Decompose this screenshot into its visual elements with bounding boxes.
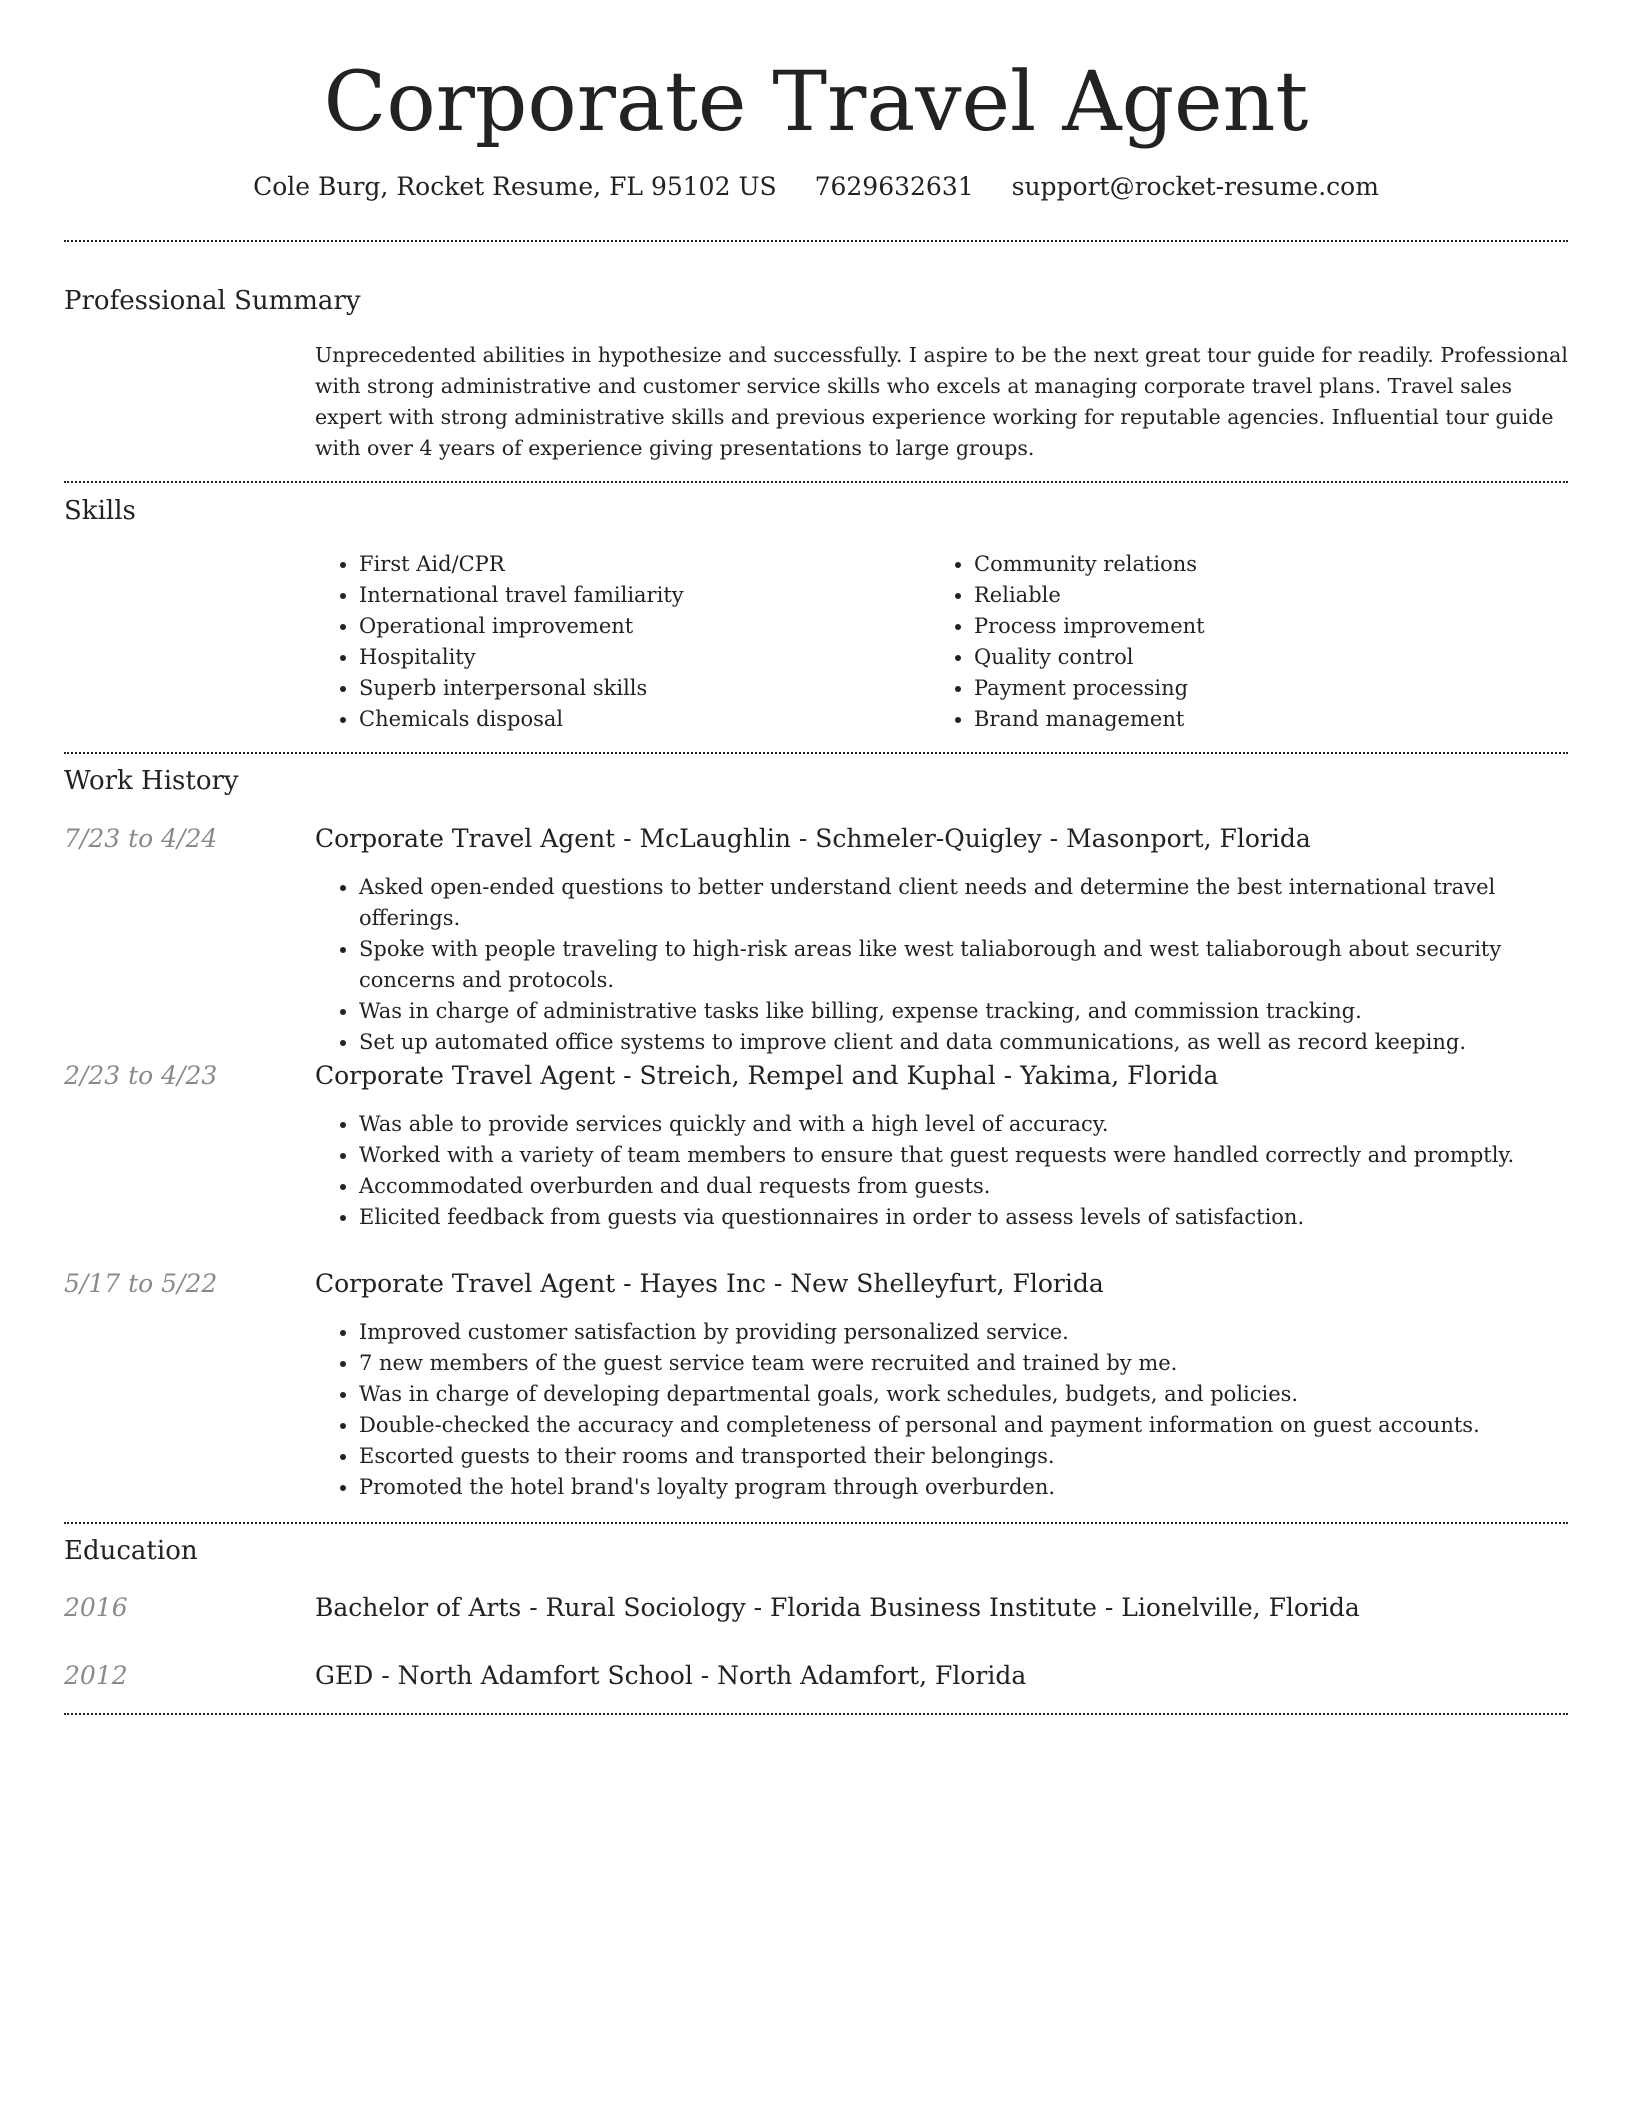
skill-item: • Reliable — [974, 580, 1530, 611]
summary-heading: Professional Summary — [64, 286, 361, 316]
job-duty: • Worked with a variety of team members to ensure that guest requests were handled correctly and promptly. — [359, 1140, 1568, 1171]
divider — [64, 752, 1568, 754]
skill-item: • Operational improvement — [359, 611, 895, 642]
skill-item: • Quality control — [974, 642, 1530, 673]
education-year: 2016 — [64, 1593, 128, 1622]
contact-line — [0, 170, 1632, 204]
job-dates: 2/23 to 4/23 — [64, 1061, 218, 1090]
job-title: Corporate Travel Agent - McLaughlin - Schmeler-Quigley - Masonport, Florida — [315, 824, 1311, 853]
skill-item: • Chemicals disposal — [359, 704, 895, 735]
skills-left-column — [315, 549, 895, 735]
contact-email: support@rocket-resume.com — [1011, 172, 1379, 201]
work-history-heading: Work History — [64, 766, 239, 796]
skill-item: • International travel familiarity — [359, 580, 895, 611]
job-dates: 7/23 to 4/24 — [64, 824, 218, 853]
divider — [64, 481, 1568, 483]
contact-phone: 7629632631 — [814, 172, 974, 201]
divider — [64, 240, 1568, 242]
job-duty: • Improved customer satisfaction by providing personalized service. — [359, 1317, 1568, 1348]
job-duty: • Set up automated office systems to improve client and data communications, as well as record keeping. — [359, 1027, 1568, 1058]
job-duty: • Escorted guests to their rooms and transported their belongings. — [359, 1441, 1568, 1472]
education-entry: GED - North Adamfort School - North Adamfort, Florida — [315, 1661, 1027, 1690]
job-duty: • Asked open-ended questions to better understand client needs and determine the best international travel offerings. — [359, 872, 1568, 934]
job-duty: • Was in charge of administrative tasks like billing, expense tracking, and commission tracking. — [359, 996, 1568, 1027]
skills-right-column — [930, 549, 1530, 735]
contact-address: Cole Burg, Rocket Resume, FL 95102 US — [253, 172, 777, 201]
education-year: 2012 — [64, 1661, 128, 1690]
summary-text: Unprecedented abilities in hypothesize and successfully. I aspire to be the next great tour guide for readily. Professional with strong administrative and customer service skills who excels at managing corporate travel plans. Travel sales expert with strong administrative skills and previous experience working for reputable agencies. Influential tour guide with over 4 years of experience giving presentations to large groups. — [315, 343, 1568, 460]
skill-item: • Payment processing — [974, 673, 1530, 704]
job-duty: • Was able to provide services quickly and with a high level of accuracy. — [359, 1109, 1568, 1140]
skill-item: • Hospitality — [359, 642, 895, 673]
resume-title: Corporate Travel Agent — [323, 55, 1309, 150]
job-duties — [315, 1317, 1568, 1503]
skills-heading: Skills — [64, 496, 136, 526]
job-duty: • 7 new members of the guest service team were recruited and trained by me. — [359, 1348, 1568, 1379]
skill-item: • Process improvement — [974, 611, 1530, 642]
education-heading: Education — [64, 1536, 198, 1566]
job-duty: • Promoted the hotel brand's loyalty program through overburden. — [359, 1472, 1568, 1503]
skill-item: • Brand management — [974, 704, 1530, 735]
job-duty: • Spoke with people traveling to high-risk areas like west taliaborough and west taliaborough about security concerns and protocols. — [359, 934, 1568, 996]
job-duty: • Was in charge of developing departmental goals, work schedules, budgets, and policies. — [359, 1379, 1568, 1410]
job-dates: 5/17 to 5/22 — [64, 1269, 218, 1298]
divider — [64, 1522, 1568, 1524]
skill-item: • Community relations — [974, 549, 1530, 580]
skill-item: • Superb interpersonal skills — [359, 673, 895, 704]
job-title: Corporate Travel Agent - Streich, Rempel and Kuphal - Yakima, Florida — [315, 1061, 1219, 1090]
skill-item: • First Aid/CPR — [359, 549, 895, 580]
job-duties — [315, 872, 1568, 1058]
job-duties — [315, 1109, 1568, 1233]
education-entry: Bachelor of Arts - Rural Sociology - Florida Business Institute - Lionelville, Florida — [315, 1593, 1360, 1622]
job-duty: • Double-checked the accuracy and completeness of personal and payment information on guest accounts. — [359, 1410, 1568, 1441]
job-duty: • Accommodated overburden and dual requests from guests. — [359, 1171, 1568, 1202]
job-duty: • Elicited feedback from guests via questionnaires in order to assess levels of satisfaction. — [359, 1202, 1568, 1233]
divider — [64, 1713, 1568, 1715]
job-title: Corporate Travel Agent - Hayes Inc - New Shelleyfurt, Florida — [315, 1269, 1104, 1298]
